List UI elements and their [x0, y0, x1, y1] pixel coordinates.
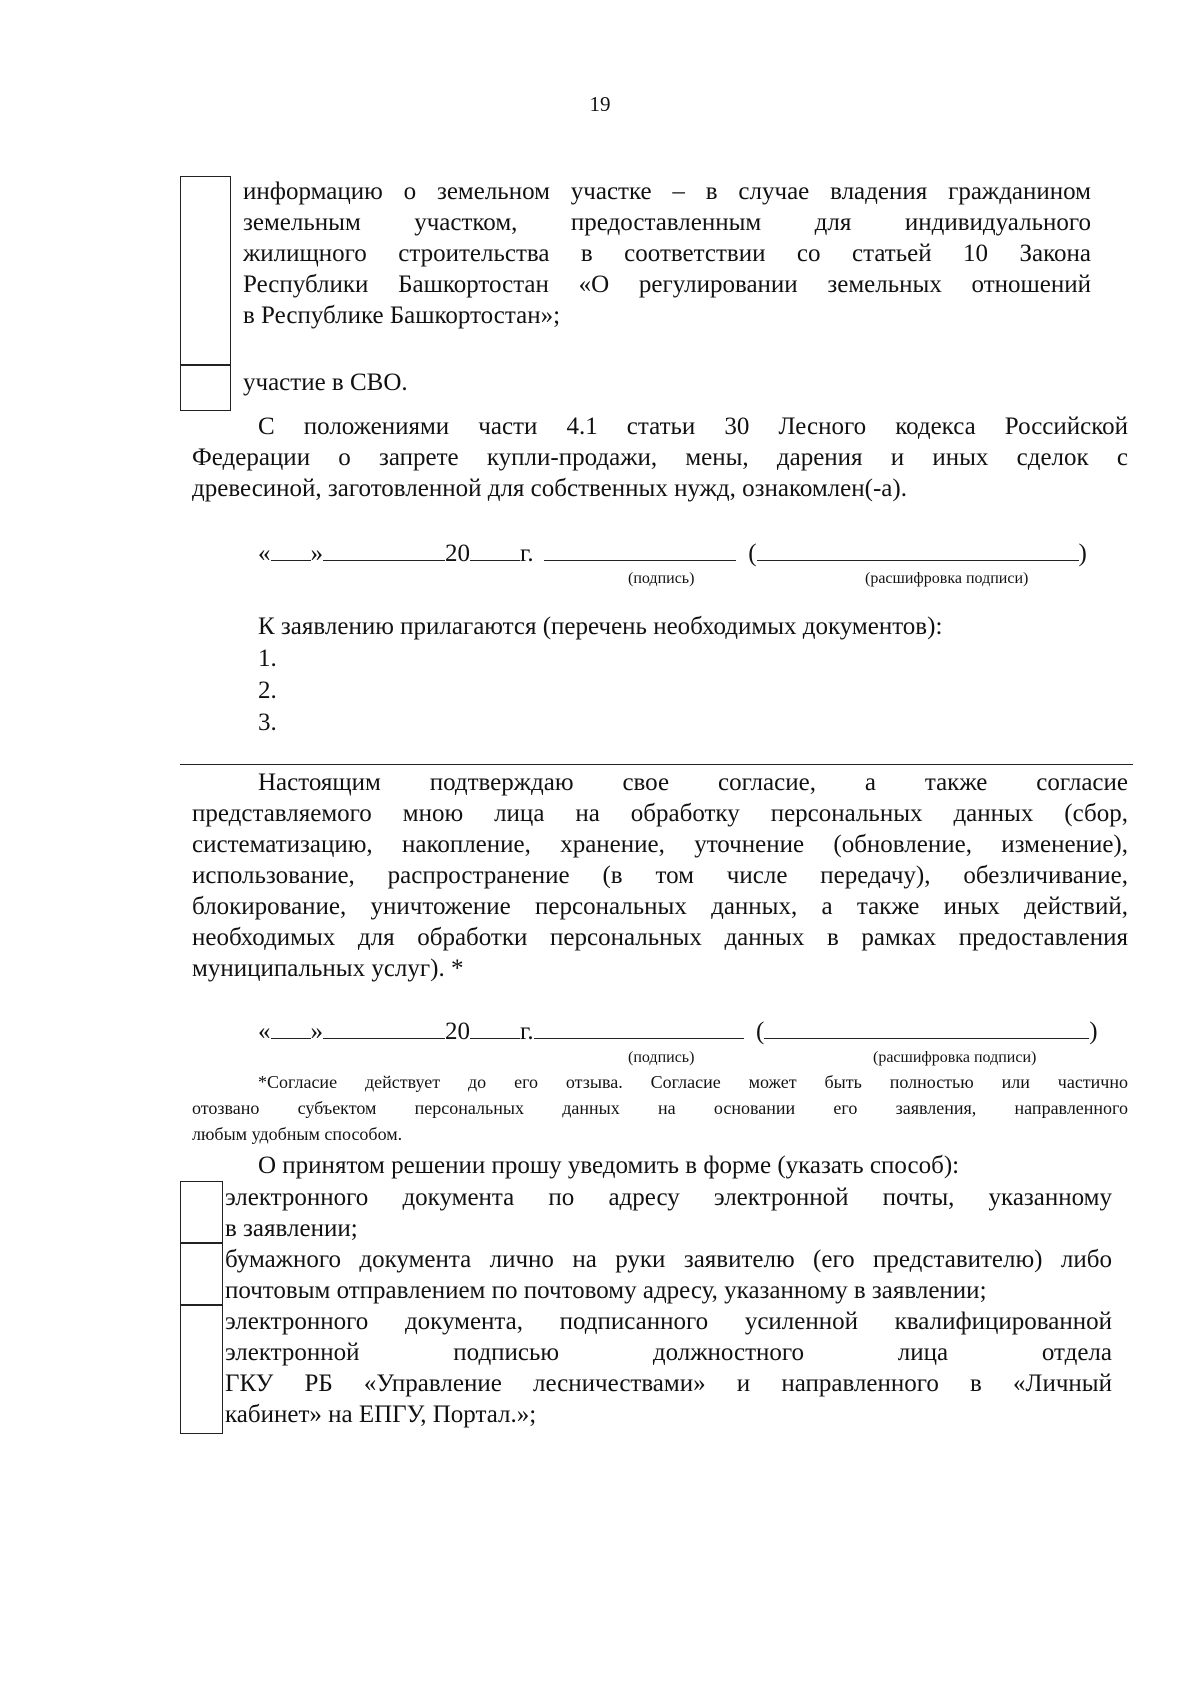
attachments-heading: К заявлению прилагаются (перечень необходимых документов):: [258, 613, 943, 640]
attachment-item: 2.: [258, 677, 277, 704]
month-field[interactable]: [323, 538, 445, 561]
consent-line: муниципальных услуг). *: [192, 955, 464, 982]
separator-line: [180, 764, 1133, 765]
year-prefix: 20: [445, 540, 470, 567]
footnote-line: *Согласие действует до его отзыва. Согласие может быть полностью или частично: [258, 1072, 1128, 1092]
signature-caption: (подпись): [628, 1049, 695, 1066]
option-epgu-line: электронного документа, подписанного усиленной квалифицированной: [225, 1308, 1112, 1335]
option-paper-line: почтовым отправлением по почтовому адресу, указанному в заявлении;: [225, 1277, 987, 1304]
signature-row-2: [258, 1016, 1098, 1047]
checkbox-email[interactable]: [180, 1181, 223, 1244]
day-field[interactable]: [271, 538, 311, 561]
acknowledgement-line: древесиной, заготовленной для собственных нужд, ознакомлен(-а).: [192, 475, 907, 502]
year-field[interactable]: [470, 538, 520, 561]
attachment-item: 1.: [258, 645, 277, 672]
quote-close: »: [310, 540, 323, 567]
quote-open: «: [258, 540, 271, 567]
acknowledgement-line: С положениями части 4.1 статьи 30 Лесного кодекса Российской: [258, 413, 1128, 440]
option-land-line: земельным участком, предоставленным для индивидуального: [243, 209, 1091, 236]
year-field[interactable]: [470, 1016, 520, 1039]
month-field[interactable]: [323, 1016, 445, 1039]
footnote-line: любым удобным способом.: [192, 1124, 403, 1144]
option-land-line: жилищного строительства в соответствии со статьей 10 Закона: [243, 240, 1091, 267]
checkbox-paper[interactable]: [180, 1242, 223, 1306]
signature-field[interactable]: [544, 538, 736, 561]
decoding-caption: (расшифровка подписи): [865, 570, 1029, 587]
checkbox-land-info[interactable]: [180, 176, 231, 366]
consent-line: Настоящим подтверждаю свое согласие, а также согласие: [258, 769, 1128, 796]
signature-decoding-field[interactable]: [757, 538, 1079, 561]
paren-open: (: [748, 540, 757, 567]
option-paper-line: бумажного документа лично на руки заявителю (его представителю) либо: [225, 1246, 1112, 1273]
quote-open: «: [258, 1018, 271, 1045]
notification-heading: О принятом решении прошу уведомить в форме (указать способ):: [258, 1152, 960, 1179]
consent-line: представляемого мною лица на обработку персональных данных (сбор,: [192, 800, 1128, 827]
paren-close: ): [1089, 1018, 1098, 1045]
paren-open: (: [755, 1018, 765, 1045]
option-epgu-line: кабинет» на ЕПГУ, Портал.»;: [225, 1401, 537, 1428]
year-prefix: 20: [445, 1018, 470, 1045]
option-epgu-line: электронной подписью должностного лица отдела: [225, 1339, 1112, 1366]
year-suffix: г.: [520, 1018, 534, 1045]
option-svo-label: участие в СВО.: [243, 369, 408, 396]
option-land-line: Республики Башкортостан «О регулировании земельных отношений: [243, 271, 1091, 298]
signature-row-1: [258, 538, 1087, 569]
paren-close: ): [1078, 540, 1087, 567]
decoding-caption: (расшифровка подписи): [873, 1049, 1037, 1066]
signature-field[interactable]: [534, 1016, 744, 1039]
consent-line: блокирование, уничтожение персональных данных, а также иных действий,: [192, 893, 1128, 920]
consent-line: использование, распространение (в том числе передачу), обезличивание,: [192, 862, 1128, 889]
footnote-line: отозвано субъектом персональных данных на основании его заявления, направленного: [192, 1098, 1128, 1118]
option-epgu-line: ГКУ РБ «Управление лесничествами» и направленного в «Личный: [225, 1370, 1112, 1397]
signature-caption: (подпись): [628, 570, 695, 587]
option-land-line: в Республике Башкортостан»;: [243, 302, 561, 329]
page-number: 19: [589, 92, 611, 116]
option-email-line: электронного документа по адресу электронной почты, указанному: [225, 1184, 1112, 1211]
consent-line: систематизацию, накопление, хранение, уточнение (обновление, изменение),: [192, 831, 1128, 858]
quote-close: »: [310, 1018, 323, 1045]
option-land-line: информацию о земельном участке – в случае владения гражданином: [243, 178, 1091, 205]
attachment-item: 3.: [258, 709, 277, 736]
option-email-line: в заявлении;: [225, 1215, 358, 1242]
checkbox-svo[interactable]: [180, 364, 231, 411]
consent-line: необходимых для обработки персональных данных в рамках предоставления: [192, 924, 1128, 951]
signature-decoding-field[interactable]: [764, 1016, 1089, 1039]
acknowledgement-line: Федерации о запрете купли-продажи, мены, дарения и иных сделок с: [192, 444, 1128, 471]
year-suffix: г.: [520, 540, 534, 567]
checkbox-epgu[interactable]: [180, 1304, 223, 1434]
day-field[interactable]: [271, 1016, 311, 1039]
